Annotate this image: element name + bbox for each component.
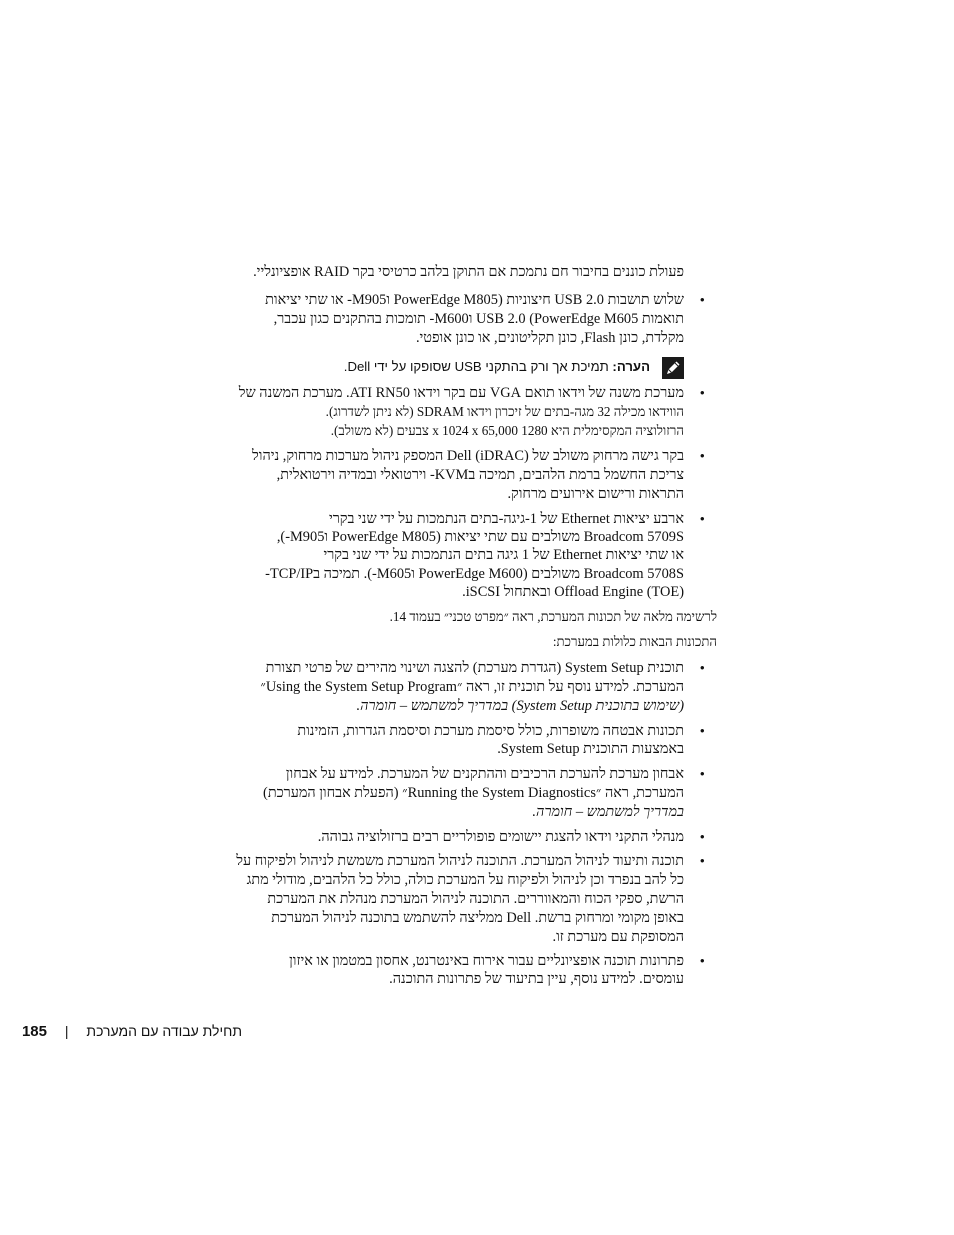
bullet-icon: •: [700, 448, 705, 463]
note-text: תמיכת אך ורק בהתקני USB שסופקו על ידי Dell.: [343, 359, 609, 374]
note: [344, 358, 650, 376]
bullet-icon: •: [700, 853, 705, 868]
item-line: ארבע יציאות Ethernet של 1-גיגה-בתים הנתמכות על ידי שני בקרי: [328, 511, 684, 527]
item-line: הווידאו מכילה 32 מגה-בתים של זיכרון וידאו SDRAM (לא ניתן לשדרוג).: [325, 404, 684, 419]
bullet-icon: •: [700, 511, 705, 526]
page-number: 185: [21, 1023, 47, 1040]
item-line: תואמות USB 2.0 (PowerEdge M605 וM600- תומכות בהתקנים כגון עכבר,: [273, 311, 684, 327]
note-pencil-icon: [662, 357, 684, 379]
feature-line: תוכנית System Setup (הגדרת מערכת) להצגה ושינוי מהירים של פרטי תצורת: [265, 660, 684, 676]
note-label: הערה:: [612, 359, 650, 374]
item-line: Broadcom 5709S משולבים עם שתי יציאות (PowerEdge M805 וM905-),: [276, 529, 684, 545]
feature-line: אבחון מערכת להערכת הרכיבים וההתקנים של המערכת. למידע על אבחון: [285, 766, 684, 782]
item-line: Broadcom 5708S משולבים (PowerEdge M600 וM605-). תמיכה בTCP/IP-: [265, 566, 684, 582]
features-intro: התכונות הבאות כלולות במערכת:: [552, 634, 717, 649]
item-line: שלוש תושבות USB 2.0 חיצוניות (PowerEdge M805 וM905- או שתי יציאות: [265, 292, 684, 308]
feature-line: תוכנה ותיעוד לניהול המערכת. התוכנה לניהול המערכת משמשת לניהול ולפיקוח על: [236, 853, 684, 869]
feature-line: במדריך למשתמש – חומרה.: [532, 804, 684, 820]
feature-line: פתרונות תוכנה אופציונליים עבור אירוח באינטרנט, אחסון במטמון או איזון: [289, 953, 684, 969]
footer-separator: |: [64, 1023, 69, 1039]
feature-line: המערכת. למידע נוסף על תוכנית זו, ראה ״Using the System Setup Program״: [260, 679, 684, 695]
feature-line: מנהלי התקני וידאו להצגת יישומים פופולריים רבים ברזולוציה גבוהה.: [317, 829, 684, 845]
intro-line: פעולת כוננים בחיבור חם נתמכת אם התוקן בלהב כרטיסי בקר RAID אופציונליי.: [253, 264, 684, 280]
bullet-icon: •: [700, 385, 705, 400]
item-line: בקר גישה מרחוק משולב של Dell (iDRAC) המספק ניהול מערכות מרחוק, ניהול: [252, 448, 684, 464]
feature-line: באופן מקומי ומרחוק ברשת. Dell ממליצה להשתמש בתוכנה לניהול המערכת: [271, 910, 684, 926]
full-features-reference: לרשימה מלאה של תכונות המערכת, ראה ״מפרט טכני״ בעמוד 14.: [389, 609, 717, 624]
feature-line: (שימוש בתוכנית System Setup) במדריך למשתמש – חומרה.: [356, 698, 684, 714]
feature-line: עומסים. למידע נוסף, עיין בתיעוד של פתרונות התוכנה.: [389, 971, 684, 987]
bullet-icon: •: [700, 953, 705, 968]
item-line: או שתי יציאות Ethernet של 1 גיגה בתים הנתמכות על ידי שני בקרי: [323, 547, 684, 563]
item-line: מערכת משנה של וידאו תואם VGA עם בקר וידאו ATI RN50. מערכת המשנה של: [238, 385, 684, 401]
bullet-icon: •: [700, 723, 705, 738]
feature-line: המסופקת עם מערכת זו.: [552, 929, 684, 945]
item-line: מקלדת, כונן Flash, כונן תקליטונים, או כונן אופטי.: [415, 330, 684, 346]
item-line: הרזולוציה המקסימלית היא 1280 x 1024 x 65,000 צבעים (לא משולב).: [330, 423, 684, 438]
bullet-icon: •: [700, 292, 705, 307]
item-line: התראות ורישום אירועים מרחוק.: [507, 486, 684, 502]
bullet-icon: •: [700, 766, 705, 781]
bullet-icon: •: [700, 829, 705, 844]
feature-line: הרשת, ספקי הכוח והמאווררים. התוכנה לניהול המערכת מנהלת את המערכת: [267, 891, 684, 907]
item-line: צריכת החשמל ברמת הלהבים, תמיכה בKVM- וירטואלי ובמדיה וירטואלית,: [276, 467, 684, 483]
feature-line: באמצעות התוכנית System Setup.: [497, 741, 684, 757]
bullet-icon: •: [700, 660, 705, 675]
feature-line: כל להב בנפרד וכן לניהול ולפיקוח על המערכת כולה, כולל כל הלהבים, מודולי מתג: [246, 872, 684, 888]
footer-title: תחילת עבודה עם המערכת: [86, 1023, 242, 1039]
page-footer: [22, 1022, 242, 1041]
feature-line: תכונות אבטחה משופרות, כולל סיסמת מערכת וסיסמת הגדרות, הזמינות: [297, 723, 684, 739]
item-line: Offload Engine (TOE) ובאתחול iSCSI.: [462, 584, 684, 600]
feature-line: המערכת, ראה ״Running the System Diagnostics״ (הפעלת אבחון המערכת): [263, 785, 684, 801]
